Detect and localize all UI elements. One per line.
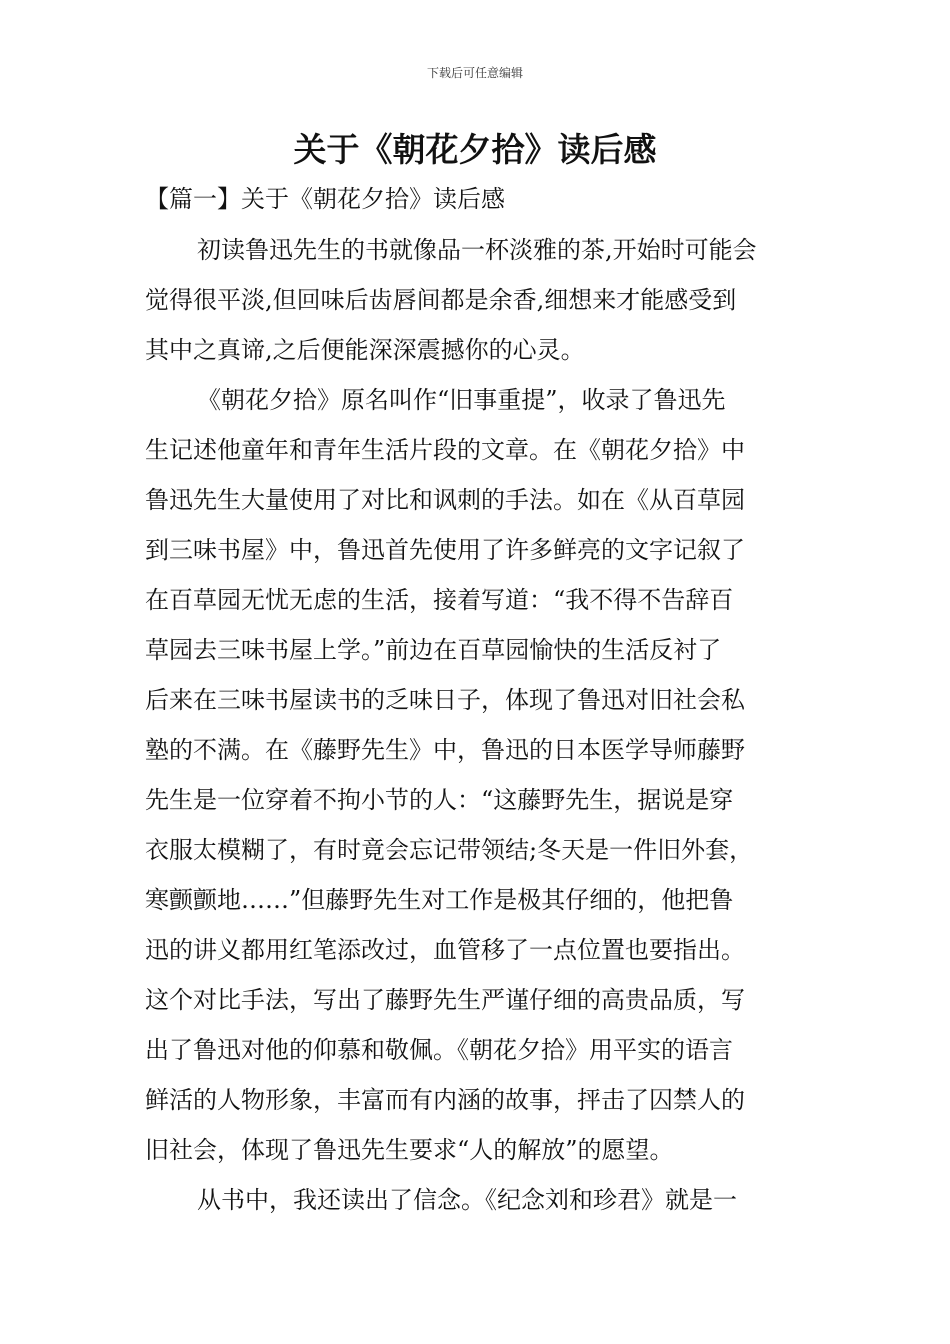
paragraph-line: 这个对比手法，写出了藤野先生严谨仔细的高贵品质，写: [145, 986, 745, 1014]
paragraph-line: 其中之真谛,之后便能深深震撼你的心灵。: [145, 336, 585, 364]
paragraph-line: 迅的讲义都用红笔添改过，血管移了一点位置也要指出。: [145, 936, 745, 964]
paragraph-line: 鲜活的人物形象，丰富而有内涵的故事，抨击了囚禁人的: [145, 1086, 745, 1114]
paragraph-line: 先生是一位穿着不拘小节的人：“这藤野先生，据说是穿: [145, 786, 734, 814]
paragraph-line: 旧社会，体现了鲁迅先生要求“人的解放”的愿望。: [145, 1136, 674, 1164]
paragraph-line: 生记述他童年和青年生活片段的文章。在《朝花夕拾》中: [145, 436, 745, 464]
paragraph-line: 初读鲁迅先生的书就像品一杯淡雅的茶,开始时可能会: [197, 236, 757, 264]
paragraph-line: 后来在三味书屋读书的乏味日子，体现了鲁迅对旧社会私: [145, 686, 745, 714]
paragraph-line: 草园去三味书屋上学。”前边在百草园愉快的生活反衬了: [145, 636, 722, 664]
paragraph-line: 出了鲁迅对他的仰慕和敬佩。《朝花夕拾》用平实的语言: [145, 1036, 733, 1064]
paragraph-line: 衣服太模糊了，有时竟会忘记带领结;冬天是一件旧外套，: [145, 836, 754, 864]
paragraph-line: 从书中，我还读出了信念。《纪念刘和珍君》就是一: [197, 1186, 737, 1214]
paragraph-line: 觉得很平淡,但回味后齿唇间都是余香,细想来才能感受到: [145, 286, 737, 314]
paragraph-line: 《朝花夕拾》原名叫作“旧事重提”，收录了鲁迅先: [197, 386, 726, 414]
section-heading: 【篇一】关于《朝花夕拾》读后感: [145, 185, 505, 213]
body-text: [145, 228, 809, 1228]
paragraph-line: 寒颤颤地……”但藤野先生对工作是极其仔细的，他把鲁: [145, 886, 734, 914]
paragraph-line: 鲁迅先生大量使用了对比和讽刺的手法。如在《从百草园: [145, 486, 745, 514]
paragraph-line: 塾的不满。在《藤野先生》中，鲁迅的日本医学导师藤野: [145, 736, 745, 764]
header-note: 下载后可任意编辑: [426, 66, 523, 80]
paragraph-line: 在百草园无忧无虑的生活，接着写道：“我不得不告辞百: [145, 586, 734, 614]
paragraph-line: 到三味书屋》中，鲁迅首先使用了许多鲜亮的文字记叙了: [145, 536, 745, 564]
document-title: 关于《朝花夕拾》读后感: [293, 130, 657, 169]
